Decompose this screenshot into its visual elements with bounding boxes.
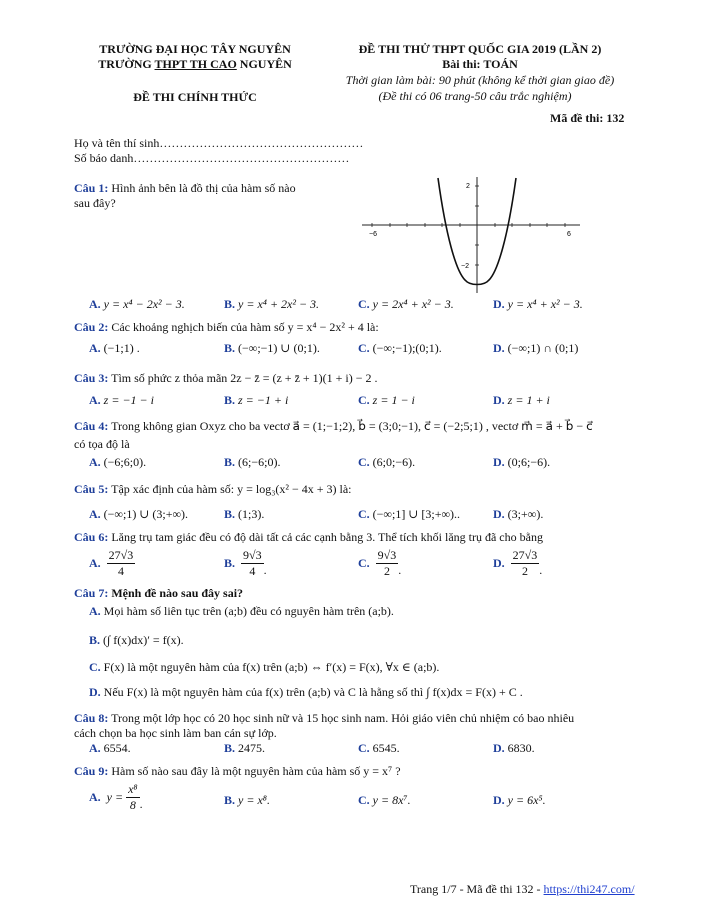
question-9	[74, 764, 401, 779]
q6-option-d-numerator: 27√3	[512, 548, 538, 562]
question-8-label: Câu 8:	[74, 711, 109, 725]
exam-pages-info: (Đề thi có 06 trang-50 câu trắc nghiệm)	[378, 89, 572, 103]
q9-option-c-text: y = 8x⁷.	[372, 793, 411, 807]
q9-option-a-period: .	[139, 797, 143, 811]
q3-option-d-label: D.	[493, 393, 505, 407]
q3-option-d-text: z = 1 + i	[507, 393, 550, 407]
school-subname-part2: NGUYÊN	[236, 57, 292, 71]
q9-option-a-prefix: y =	[106, 790, 124, 804]
q1-option-a-text: y = x⁴ − 2x² − 3.	[103, 297, 185, 311]
question-1-label: Câu 1:	[74, 181, 109, 195]
question-5	[74, 482, 352, 497]
q8-option-d[interactable]	[493, 741, 535, 756]
q9-option-c[interactable]	[358, 793, 411, 808]
q2-option-d-label: D.	[493, 341, 505, 355]
q6-option-b-denominator: 4	[249, 564, 256, 578]
q4-option-d-label: D.	[493, 455, 505, 469]
q9-option-b-text: y = x⁸.	[238, 793, 270, 807]
q1-option-c-text: y = 2x⁴ + x² − 3.	[372, 297, 454, 311]
question-3-text: Tìm số phức z thỏa mãn 2z − z̄ = (z + z̄ + 1)(1 + i) − 2 .	[111, 371, 378, 385]
q7-option-b-text: (∫ f(x)dx)′ = f(x).	[103, 633, 184, 647]
q3-option-d[interactable]	[493, 393, 550, 408]
q6-option-a-numerator: 27√3	[108, 548, 134, 562]
q9-option-a-label: A.	[89, 790, 101, 804]
q5-option-c-label: C.	[358, 507, 370, 521]
tick-label-right: 6	[567, 231, 571, 238]
q6-option-c-label: C.	[358, 556, 370, 570]
exam-subject: Bài thi: TOÁN	[442, 57, 518, 71]
q5-option-c-text: (−∞;1] ∪ [3;+∞)..	[372, 507, 461, 521]
q6-option-a[interactable]	[89, 548, 135, 579]
q9-option-c-label: C.	[358, 793, 370, 807]
q8-option-b-text: 2475.	[238, 741, 266, 755]
q8-option-c[interactable]	[358, 741, 400, 756]
question-9-text: Hàm số nào sau đây là một nguyên hàm của hàm số y = x⁷ ?	[111, 764, 401, 778]
q2-option-b-label: B.	[224, 341, 236, 355]
q4-option-b-label: B.	[224, 455, 236, 469]
q1-option-b-label: B.	[224, 297, 236, 311]
question-1-text: Hình ảnh bên là đồ thị của hàm số nào	[111, 181, 296, 195]
q3-option-b-text: z = −1 + i	[238, 393, 289, 407]
q5-option-a-text: (−∞;1) ∪ (3;+∞).	[103, 507, 189, 521]
q6-option-d-denominator: 2	[521, 564, 528, 578]
question-8	[74, 711, 574, 726]
q8-option-c-text: 6545.	[372, 741, 400, 755]
q2-option-a[interactable]	[89, 341, 140, 356]
q5-option-c[interactable]	[358, 507, 460, 522]
question-7	[74, 586, 243, 601]
q1-option-d-text: y = x⁴ + x² − 3.	[507, 297, 583, 311]
q3-option-c[interactable]	[358, 393, 415, 408]
candidate-id-line: Số báo danh………………………………………………	[74, 151, 350, 165]
q9-option-d-text: y = 6x⁵.	[507, 793, 546, 807]
q2-option-a-label: A.	[89, 341, 101, 355]
question-3	[74, 371, 378, 386]
q8-option-a-text: 6554.	[103, 741, 131, 755]
q9-option-d-label: D.	[493, 793, 505, 807]
tick-label-bottom: −2	[461, 263, 469, 270]
q8-option-b[interactable]	[224, 741, 265, 756]
q4-option-c-text: (6;0;−6).	[372, 455, 416, 469]
q2-option-c-label: C.	[358, 341, 370, 355]
q4-option-a-text: (−6;6;0).	[103, 455, 147, 469]
q2-option-b[interactable]	[224, 341, 320, 356]
question-4-text-cont: có tọa độ là	[74, 437, 130, 451]
q8-option-b-label: B.	[224, 741, 236, 755]
exam-duration: Thời gian làm bài: 90 phút (không kể thời gian giao đề)	[345, 73, 615, 87]
q9-option-d[interactable]	[493, 793, 546, 808]
q4-option-a-label: A.	[89, 455, 101, 469]
q6-option-b-fraction	[241, 548, 264, 579]
q8-option-a[interactable]	[89, 741, 131, 756]
question-7-text: Mệnh đề nào sau đây sai?	[111, 586, 244, 600]
footer-link[interactable]: https://thi247.com/	[543, 882, 635, 896]
question-8-text-cont: cách chọn ba học sinh làm ban cán sự lớp.	[74, 726, 277, 740]
question-2	[74, 320, 379, 335]
q5-option-b-text: (1;3).	[238, 507, 265, 521]
q5-option-a-label: A.	[89, 507, 101, 521]
school-subname-part1: TRƯỜNG	[98, 57, 155, 71]
q8-option-d-text: 6830.	[507, 741, 535, 755]
q5-option-b[interactable]	[224, 507, 264, 522]
q5-option-d[interactable]	[493, 507, 543, 522]
question-5-label: Câu 5:	[74, 482, 109, 496]
official-label: ĐỀ THI CHÍNH THỨC	[133, 90, 257, 104]
q3-option-a[interactable]	[89, 393, 154, 408]
q8-option-d-label: D.	[493, 741, 505, 755]
q7-option-b-label: B.	[89, 633, 101, 647]
q1-option-a[interactable]	[89, 297, 185, 312]
question-4-label: Câu 4:	[74, 419, 109, 433]
question-7-label: Câu 7:	[74, 586, 109, 600]
q6-option-b[interactable]	[224, 548, 267, 579]
q1-option-c[interactable]	[358, 297, 454, 312]
q6-option-d-period: .	[539, 563, 543, 577]
q7-option-d-text: Nếu F(x) là một nguyên hàm của f(x) trên (a;b) và C là hằng số thì ∫ f(x)dx = F(x) + C .	[103, 685, 523, 699]
q5-option-d-text: (3;+∞).	[507, 507, 544, 521]
q4-option-c-label: C.	[358, 455, 370, 469]
q6-option-d-fraction	[511, 548, 543, 579]
q5-option-b-label: B.	[224, 507, 236, 521]
q6-option-c[interactable]	[358, 548, 401, 579]
question-2-label: Câu 2:	[74, 320, 109, 334]
q9-option-a-fraction	[126, 782, 140, 813]
q6-option-d[interactable]	[493, 548, 542, 579]
q7-option-b[interactable]	[89, 633, 184, 648]
q9-option-a[interactable]	[89, 782, 143, 813]
q6-option-c-period: .	[398, 563, 402, 577]
q6-option-a-fraction	[107, 548, 136, 579]
question-8-text: Trong một lớp học có 20 học sinh nữ và 15 học sinh nam. Hỏi giáo viên chủ nhiệm có bao nhiêu	[111, 711, 575, 725]
q7-option-a[interactable]	[89, 604, 394, 619]
q4-option-d[interactable]	[493, 455, 550, 470]
q7-option-c-label: C.	[89, 660, 101, 674]
q7-option-a-label: A.	[89, 604, 101, 618]
question-4-text: Trong không gian Oxyz cho ba vectơ a⃗ = (1;−1;2), b⃗ = (3;0;−1), c⃗ = (−2;5;1) , vectơ m⃗ = a⃗ + b⃗ − c⃗	[111, 419, 593, 433]
question-9-label: Câu 9:	[74, 764, 109, 778]
school-name: TRƯỜNG ĐẠI HỌC TÂY NGUYÊN	[99, 42, 291, 56]
q3-option-b-label: B.	[224, 393, 236, 407]
q6-option-b-numerator: 9√3	[243, 548, 262, 562]
q1-option-b-text: y = x⁴ + 2x² − 3.	[238, 297, 320, 311]
question-5-text: Tập xác định của hàm số: y = log₃(x² − 4x + 3) là:	[111, 482, 352, 496]
q4-option-d-text: (0;6;−6).	[507, 455, 551, 469]
q3-option-b[interactable]	[224, 393, 288, 408]
school-subname	[60, 57, 330, 72]
q2-option-b-text: (−∞;−1) ∪ (0;1).	[238, 341, 320, 355]
q6-option-c-numerator: 9√3	[377, 548, 397, 562]
question-1-text-cont: sau đây?	[74, 196, 116, 210]
q6-option-b-period: .	[263, 563, 267, 577]
question-1	[74, 181, 296, 196]
q6-option-c-fraction	[376, 548, 402, 579]
school-subname-underlined: THPT TH CAO	[154, 57, 237, 71]
q4-option-c[interactable]	[358, 455, 415, 470]
q1-option-d-label: D.	[493, 297, 505, 311]
q4-option-b[interactable]	[224, 455, 280, 470]
q1-option-d[interactable]	[493, 297, 583, 312]
q6-option-a-label: A.	[89, 556, 101, 570]
question-6-text: Lăng trụ tam giác đều có độ dài tất cả các cạnh bằng 3. Thể tích khối lăng trụ đã cho bằng	[111, 530, 543, 544]
q8-option-a-label: A.	[89, 741, 101, 755]
candidate-name-line: Họ và tên thí sinh……………………………………………	[74, 136, 364, 150]
tick-label-top: 2	[466, 183, 470, 190]
q3-option-a-label: A.	[89, 393, 101, 407]
q4-option-a[interactable]	[89, 455, 146, 470]
q3-option-c-text: z = 1 − i	[372, 393, 415, 407]
q3-option-a-text: z = −1 − i	[103, 393, 154, 407]
question-2-text: Các khoảng nghịch biến của hàm số y = x⁴ − 2x² + 4 là:	[111, 320, 379, 334]
exam-title: ĐỀ THI THỬ THPT QUỐC GIA 2019 (LẦN 2)	[358, 42, 602, 56]
q4-option-b-text: (6;−6;0).	[238, 455, 281, 469]
q7-option-c-text: F(x) là một nguyên hàm của f(x) trên (a;b) ⇔ f′(x) = F(x), ∀x ∈ (a;b).	[103, 660, 440, 674]
q9-option-b[interactable]	[224, 793, 270, 808]
q7-option-d[interactable]	[89, 685, 523, 700]
q7-option-c[interactable]	[89, 660, 439, 675]
q5-option-a[interactable]	[89, 507, 188, 522]
q8-option-c-label: C.	[358, 741, 370, 755]
question-6-label: Câu 6:	[74, 530, 109, 544]
q6-option-b-label: B.	[224, 556, 236, 570]
q6-option-c-denominator: 2	[383, 564, 390, 578]
q9-option-a-numerator: x⁸	[128, 782, 138, 796]
exam-code: Mã đề thi: 132	[550, 111, 625, 125]
q1-option-a-label: A.	[89, 297, 101, 311]
q3-option-c-label: C.	[358, 393, 370, 407]
question-6	[74, 530, 543, 545]
q9-option-a-denominator: 8	[129, 798, 136, 812]
q6-option-a-denominator: 4	[117, 564, 124, 578]
q2-option-d-text: (−∞;1) ∩ (0;1)	[507, 341, 579, 355]
q7-option-a-text: Mọi hàm số liên tục trên (a;b) đều có nguyên hàm trên (a;b).	[103, 604, 394, 618]
question-3-label: Câu 3:	[74, 371, 109, 385]
footer-text: Trang 1/7 - Mã đề thi 132 -	[410, 882, 544, 896]
q2-option-c[interactable]	[358, 341, 442, 356]
function-graph	[360, 176, 582, 294]
q2-option-c-text: (−∞;−1);(0;1).	[372, 341, 442, 355]
page-footer	[410, 882, 635, 897]
q6-option-d-label: D.	[493, 556, 505, 570]
q2-option-a-text: (−1;1) .	[103, 341, 140, 355]
q2-option-d[interactable]	[493, 341, 578, 356]
q9-option-b-label: B.	[224, 793, 236, 807]
q7-option-d-label: D.	[89, 685, 101, 699]
q5-option-d-label: D.	[493, 507, 505, 521]
q1-option-b[interactable]	[224, 297, 319, 312]
question-4	[74, 419, 593, 434]
tick-label-left: −6	[369, 231, 377, 238]
q1-option-c-label: C.	[358, 297, 370, 311]
